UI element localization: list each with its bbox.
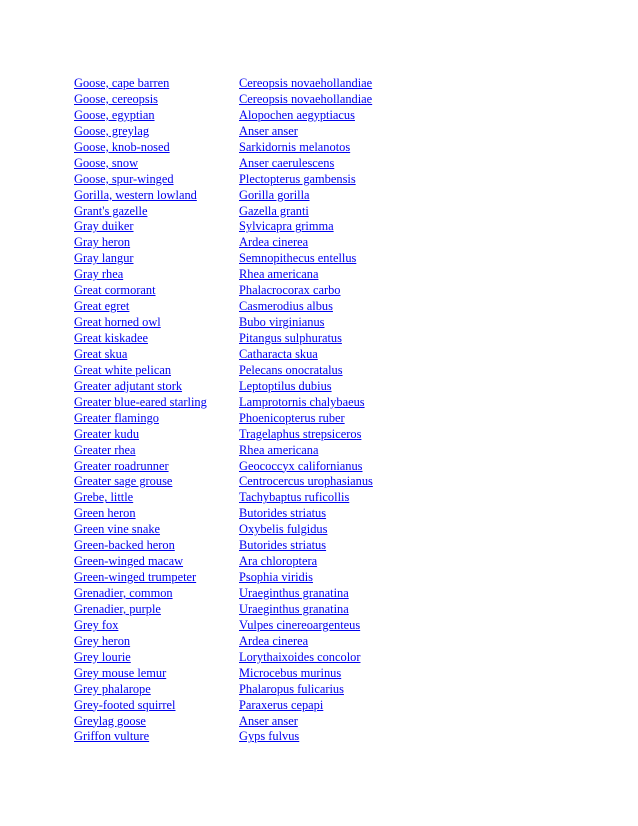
common-name-link[interactable]: Goose, knob-nosed [74,139,170,154]
scientific-name-link[interactable]: Tragelaphus strepsiceros [239,426,362,441]
list-item [74,283,594,299]
common-name-cell [74,729,239,745]
scientific-name-cell [239,124,594,140]
scientific-name-link[interactable]: Psophia viridis [239,570,314,585]
common-name-cell [74,634,239,650]
scientific-name-link[interactable]: Ara chloroptera [239,554,318,569]
scientific-name-cell [239,634,594,650]
scientific-name-cell [239,299,594,315]
scientific-name-link[interactable]: Anser anser [239,123,298,138]
scientific-name-link[interactable]: Gorilla gorilla [239,187,310,202]
list-item [74,602,594,618]
scientific-name-link[interactable]: Paraxerus cepapi [239,697,324,712]
common-name-link[interactable]: Greater sage grouse [74,474,173,489]
scientific-name-link[interactable]: Tachybaptus ruficollis [239,490,350,505]
scientific-name-link[interactable]: Alopochen aegyptiacus [239,107,355,122]
list-item [74,92,594,108]
scientific-name-link[interactable]: Phoenicopterus ruber [239,410,345,425]
scientific-name-link[interactable]: Gazella granti [239,203,309,218]
common-name-link[interactable]: Grey fox [74,617,119,632]
scientific-name-link[interactable]: Casmerodius albus [239,299,333,314]
scientific-name-cell [239,331,594,347]
list-item [74,411,594,427]
common-name-cell [74,602,239,618]
list-item [74,666,594,682]
common-name-link[interactable]: Goose, cereopsis [74,91,158,106]
list-item [74,459,594,475]
common-name-link[interactable]: Grebe, little [74,490,134,505]
scientific-name-link[interactable]: Oxybelis fulgidus [239,522,328,537]
common-name-link[interactable]: Goose, snow [74,155,139,170]
common-name-cell [74,714,239,730]
scientific-name-link[interactable]: Microcebus murinus [239,665,342,680]
common-name-cell [74,108,239,124]
scientific-name-cell [239,570,594,586]
scientific-name-cell [239,235,594,251]
common-name-link[interactable]: Grenadier, common [74,586,173,600]
common-name-link[interactable]: Greater kudu [74,426,140,441]
scientific-name-link[interactable]: Bubo virginianus [239,315,325,330]
scientific-name-link[interactable]: Anser caerulescens [239,155,335,170]
scientific-name-link[interactable]: Catharacta skua [239,346,318,361]
scientific-name-cell [239,379,594,395]
scientific-name-cell [239,522,594,538]
common-name-cell [74,140,239,156]
common-name-link[interactable]: Grey heron [74,633,131,648]
list-item [74,490,594,506]
scientific-name-cell [239,172,594,188]
list-item [74,682,594,698]
scientific-name-link[interactable]: Vulpes cinereoargenteus [239,617,361,632]
common-name-link[interactable]: Goose, greylag [74,123,150,138]
scientific-name-link[interactable]: Cereopsis novaehollandiae [239,76,373,90]
common-name-link[interactable]: Gray langur [74,251,134,266]
common-name-link[interactable]: Great cormorant [74,283,156,298]
scientific-name-cell [239,188,594,204]
list-item [74,474,594,490]
common-name-link[interactable]: Greater roadrunner [74,458,169,473]
common-name-cell [74,522,239,538]
common-name-cell [74,92,239,108]
common-name-link[interactable]: Grenadier, purple [74,601,161,616]
scientific-name-cell [239,538,594,554]
common-name-cell [74,506,239,522]
scientific-name-link[interactable]: Ardea cinerea [239,235,309,250]
common-name-cell [74,586,239,602]
list-item [74,363,594,379]
scientific-name-cell [239,618,594,634]
scientific-name-cell [239,586,594,602]
list-item [74,172,594,188]
list-item [74,188,594,204]
common-name-cell [74,459,239,475]
common-name-link[interactable]: Greater adjutant stork [74,378,183,393]
scientific-name-cell [239,554,594,570]
common-name-link[interactable]: Gray heron [74,235,131,250]
list-item [74,618,594,634]
scientific-name-link[interactable]: Sarkidornis melanotos [239,139,351,154]
common-name-link[interactable]: Green-backed heron [74,538,175,553]
common-name-link[interactable]: Gorilla, western lowland [74,187,197,202]
scientific-name-link[interactable]: Centrocercus urophasianus [239,474,373,489]
common-name-link[interactable]: Green-winged trumpeter [74,570,197,585]
scientific-name-link[interactable]: Pelecans onocratalus [239,362,343,377]
common-name-cell [74,411,239,427]
scientific-name-link[interactable]: Butorides striatus [239,538,327,553]
common-name-cell [74,299,239,315]
scientific-name-link[interactable]: Anser anser [239,713,298,728]
common-name-link[interactable]: Grey phalarope [74,681,151,696]
scientific-name-cell [239,347,594,363]
common-name-cell [74,76,239,92]
scientific-name-link[interactable]: Pitangus sulphuratus [239,331,342,345]
list-item [74,714,594,730]
scientific-name-link[interactable]: Rhea americana [239,267,319,282]
list-item [74,251,594,267]
scientific-name-cell [239,315,594,331]
list-item [74,331,594,347]
scientific-name-cell [239,459,594,475]
scientific-name-link[interactable]: Rhea americana [239,442,319,457]
list-item [74,140,594,156]
list-item [74,395,594,411]
common-name-cell [74,156,239,172]
list-item [74,729,594,745]
common-name-link[interactable]: Grant's gazelle [74,203,148,218]
scientific-name-link[interactable]: Gyps fulvus [239,729,300,744]
common-name-link[interactable]: Goose, cape barren [74,76,170,90]
common-name-cell [74,395,239,411]
scientific-name-cell [239,267,594,283]
scientific-name-link[interactable]: Uraeginthus granatina [239,586,349,600]
common-name-cell [74,474,239,490]
common-name-cell [74,538,239,554]
common-name-link[interactable]: Gray duiker [74,219,134,234]
list-item [74,634,594,650]
scientific-name-cell [239,729,594,745]
scientific-name-link[interactable]: Cereopsis novaehollandiae [239,91,373,106]
common-name-cell [74,618,239,634]
common-name-link[interactable]: Great kiskadee [74,331,148,345]
common-name-cell [74,124,239,140]
scientific-name-cell [239,140,594,156]
scientific-name-link[interactable]: Phalacrocorax carbo [239,283,341,298]
scientific-name-link[interactable]: Sylvicapra grimma [239,219,334,234]
scientific-name-cell [239,714,594,730]
common-name-cell [74,698,239,714]
common-name-link[interactable]: Grey-footed squirrel [74,697,176,712]
scientific-name-link[interactable]: Phalaropus fulicarius [239,681,344,696]
scientific-name-link[interactable]: Leptoptilus dubius [239,378,332,393]
scientific-name-cell [239,443,594,459]
common-name-link[interactable]: Grey lourie [74,649,131,664]
common-name-cell [74,570,239,586]
common-name-cell [74,267,239,283]
common-name-cell [74,379,239,395]
common-name-cell [74,443,239,459]
list-item [74,379,594,395]
common-name-link[interactable]: Greater blue-eared starling [74,394,207,409]
common-name-link[interactable]: Greater flamingo [74,410,159,425]
scientific-name-link[interactable]: Uraeginthus granatina [239,601,349,616]
scientific-name-cell [239,92,594,108]
scientific-name-cell [239,650,594,666]
list-item [74,698,594,714]
list-item [74,347,594,363]
scientific-name-link[interactable]: Plectopterus gambensis [239,171,356,186]
list-item [74,124,594,140]
common-name-cell [74,363,239,379]
list-item [74,156,594,172]
scientific-name-cell [239,682,594,698]
scientific-name-link[interactable]: Lamprotornis chalybaeus [239,394,365,409]
common-name-cell [74,283,239,299]
common-name-cell [74,251,239,267]
scientific-name-cell [239,666,594,682]
scientific-name-cell [239,427,594,443]
common-name-link[interactable]: Greylag goose [74,713,146,728]
scientific-name-cell [239,698,594,714]
scientific-name-cell [239,411,594,427]
species-list [74,76,594,745]
common-name-link[interactable]: Gray rhea [74,267,124,282]
list-item [74,299,594,315]
list-item [74,586,594,602]
scientific-name-cell [239,395,594,411]
list-item [74,267,594,283]
list-item [74,76,594,92]
common-name-cell [74,554,239,570]
list-item [74,443,594,459]
scientific-name-link[interactable]: Semnopithecus entellus [239,251,357,266]
common-name-link[interactable]: Great white pelican [74,362,172,377]
scientific-name-link[interactable]: Ardea cinerea [239,633,309,648]
common-name-cell [74,650,239,666]
list-item [74,538,594,554]
common-name-cell [74,172,239,188]
common-name-link[interactable]: Great egret [74,299,130,314]
common-name-cell [74,219,239,235]
list-item [74,204,594,220]
list-item [74,219,594,235]
common-name-cell [74,427,239,443]
common-name-cell [74,490,239,506]
scientific-name-cell [239,156,594,172]
common-name-cell [74,682,239,698]
list-item [74,427,594,443]
common-name-cell [74,235,239,251]
common-name-link[interactable]: Green vine snake [74,522,161,537]
common-name-link[interactable]: Green heron [74,506,136,521]
scientific-name-cell [239,602,594,618]
common-name-link[interactable]: Goose, spur-winged [74,171,174,186]
scientific-name-cell [239,506,594,522]
common-name-link[interactable]: Greater rhea [74,442,136,457]
list-item [74,554,594,570]
scientific-name-cell [239,219,594,235]
list-item [74,650,594,666]
scientific-name-cell [239,204,594,220]
scientific-name-cell [239,108,594,124]
common-name-link[interactable]: Great skua [74,346,128,361]
scientific-name-link[interactable]: Lorythaixoides concolor [239,649,361,664]
list-item [74,235,594,251]
common-name-link[interactable]: Griffon vulture [74,729,150,744]
common-name-cell [74,204,239,220]
common-name-cell [74,188,239,204]
common-name-cell [74,347,239,363]
list-item [74,315,594,331]
list-item [74,570,594,586]
scientific-name-cell [239,76,594,92]
common-name-link[interactable]: Goose, egyptian [74,107,155,122]
scientific-name-cell [239,283,594,299]
common-name-cell [74,315,239,331]
scientific-name-link[interactable]: Butorides striatus [239,506,327,521]
list-item [74,522,594,538]
common-name-link[interactable]: Green-winged macaw [74,554,184,569]
common-name-link[interactable]: Grey mouse lemur [74,665,167,680]
scientific-name-cell [239,363,594,379]
scientific-name-link[interactable]: Geococcyx californianus [239,458,363,473]
list-item [74,506,594,522]
common-name-cell [74,666,239,682]
scientific-name-cell [239,474,594,490]
scientific-name-cell [239,251,594,267]
common-name-cell [74,331,239,347]
list-item [74,108,594,124]
common-name-link[interactable]: Great horned owl [74,315,161,330]
scientific-name-cell [239,490,594,506]
